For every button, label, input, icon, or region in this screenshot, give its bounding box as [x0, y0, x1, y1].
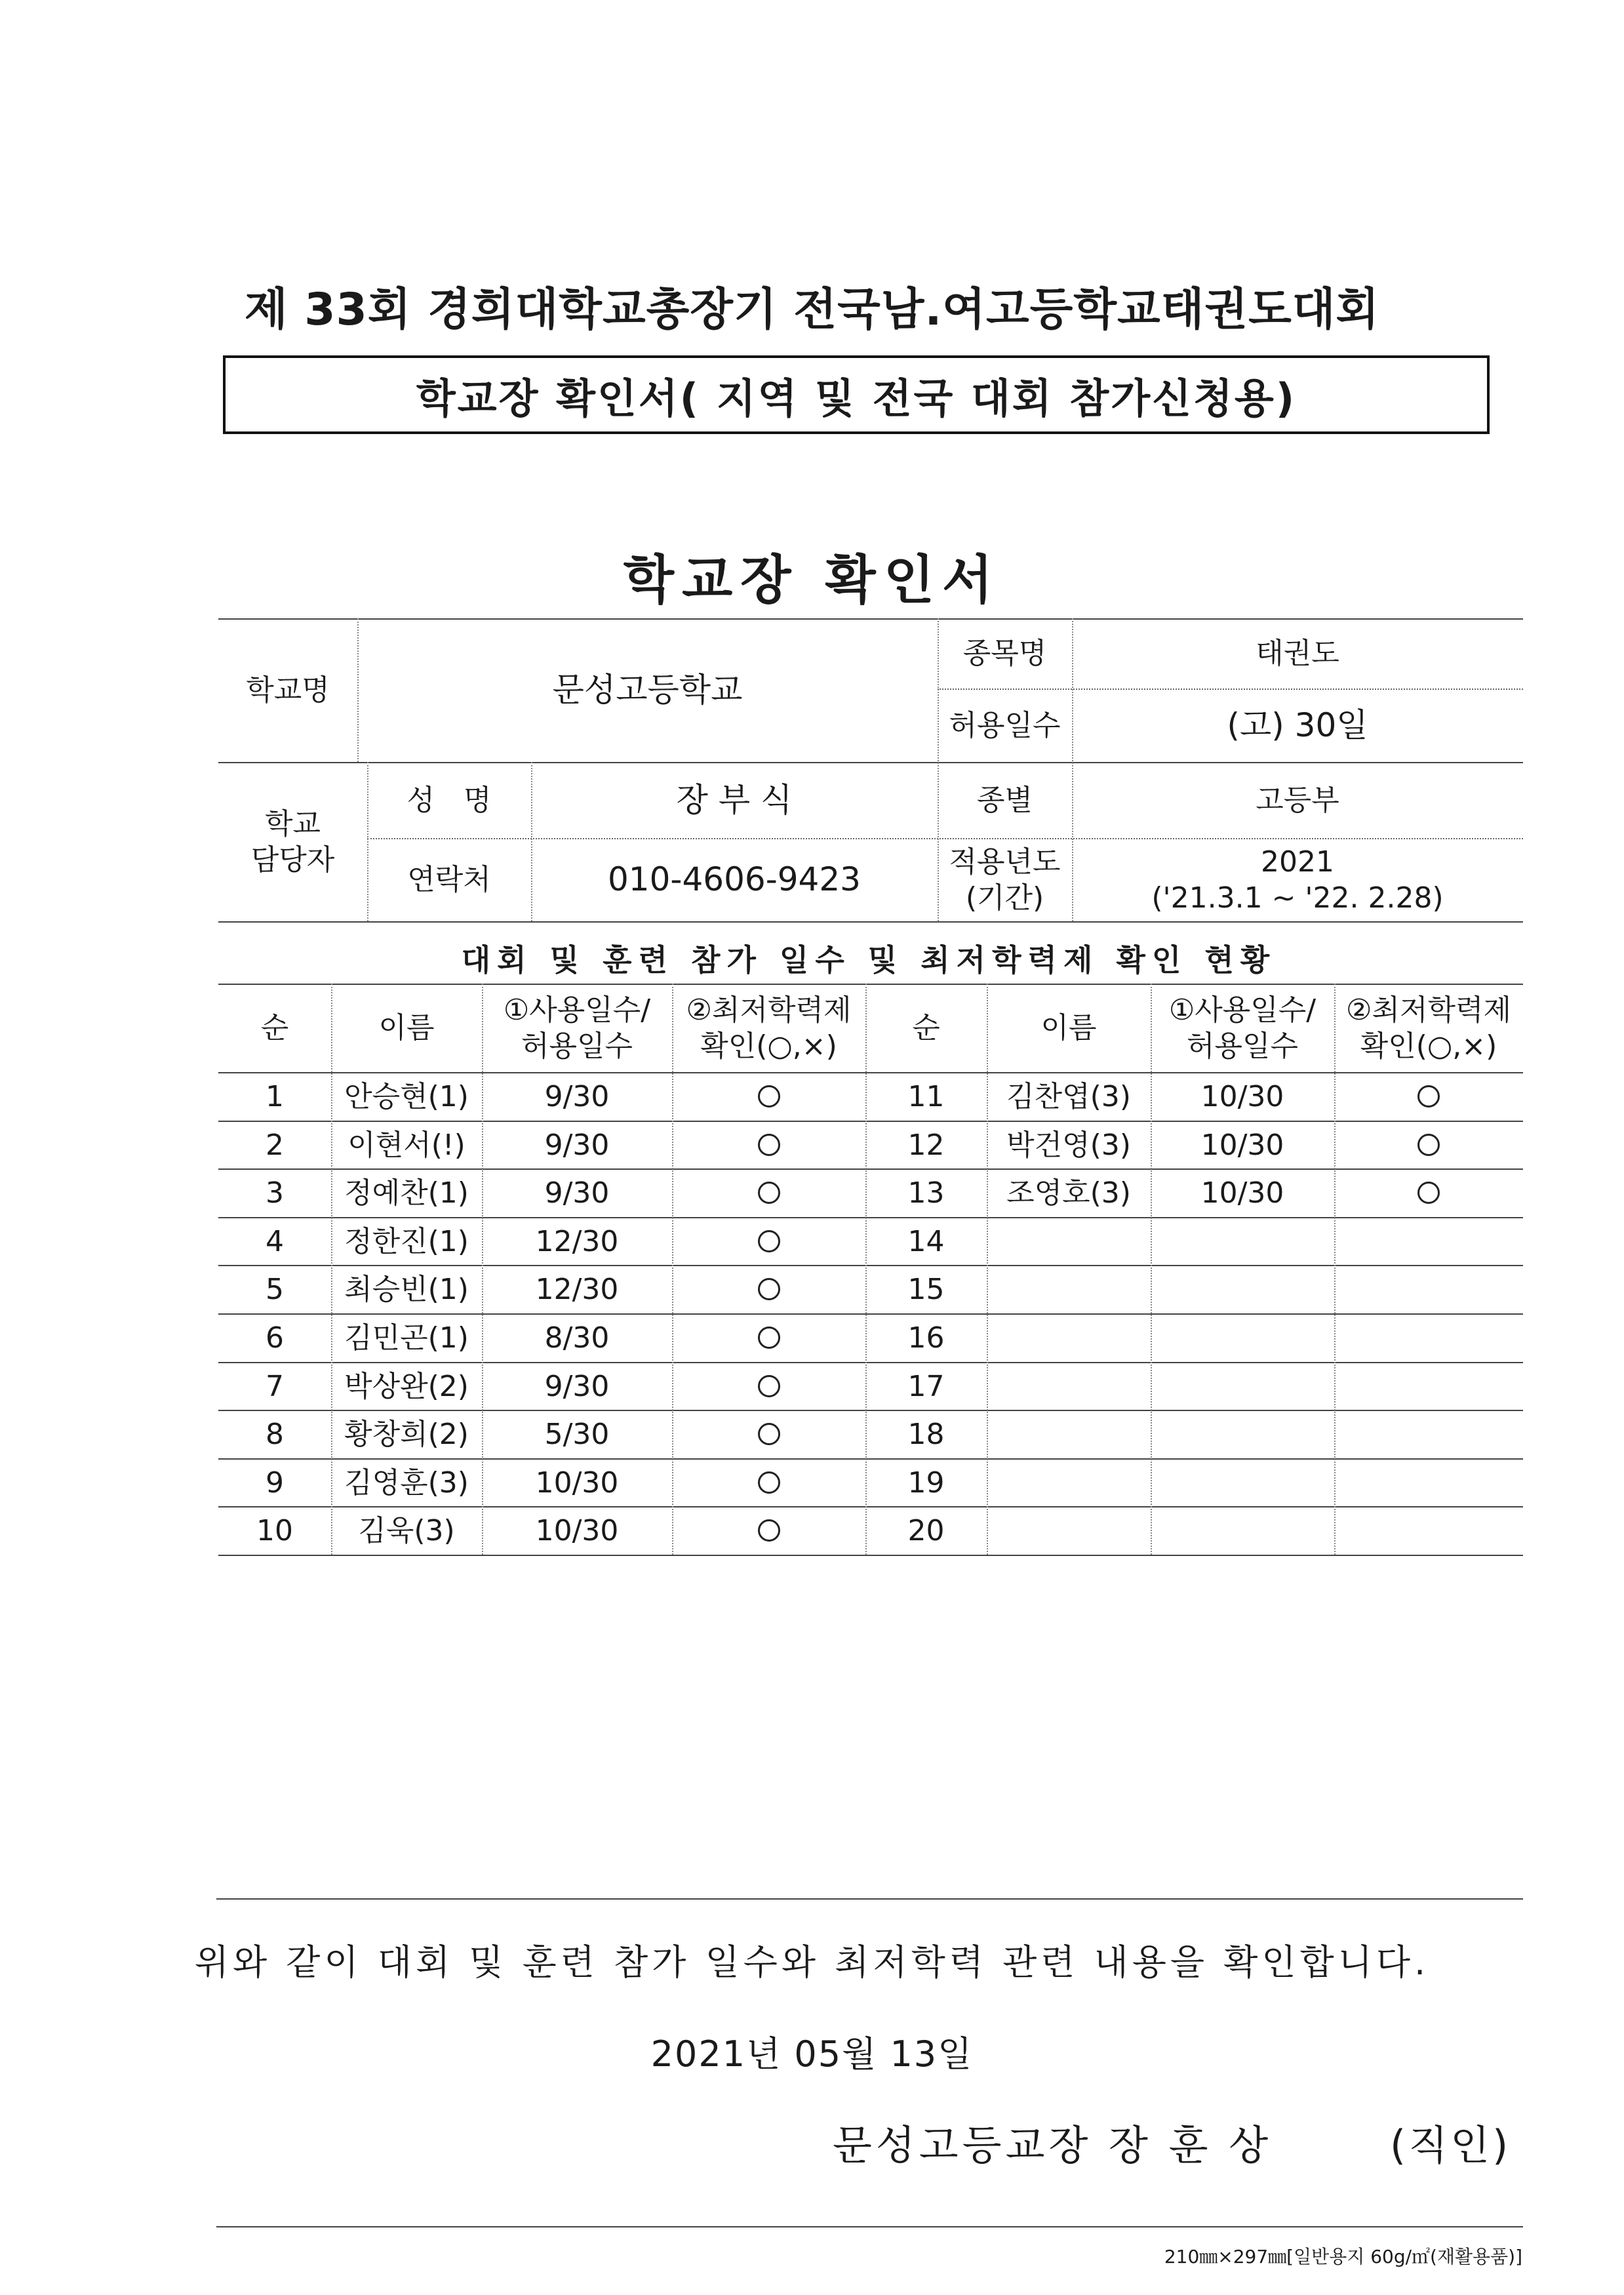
- circle-mark-icon: [758, 1278, 780, 1300]
- row-number: 13: [907, 1176, 945, 1210]
- used-days: [1151, 1217, 1334, 1266]
- used-days: 5/30: [544, 1417, 610, 1451]
- academic-check: [672, 1313, 865, 1362]
- table-rule: [218, 1555, 1523, 1556]
- student-name: 최승빈(1): [344, 1272, 469, 1306]
- used-days: 12/30: [535, 1224, 619, 1258]
- row-number: 5: [266, 1272, 284, 1306]
- student-name: 정예찬(1): [344, 1176, 469, 1210]
- circle-mark-icon: [758, 1327, 780, 1349]
- circle-mark-icon: [758, 1134, 780, 1156]
- student-name: 김민곤(1): [344, 1321, 469, 1355]
- student-name: [987, 1313, 1151, 1362]
- staff-name: 장 부 식: [676, 780, 793, 819]
- academic-check: [672, 1410, 865, 1458]
- row-number: 1: [266, 1079, 284, 1113]
- confirmation-statement: 위와 같이 대회 및 훈련 참가 일수와 최저학력 관련 내용을 확인합니다.: [194, 1942, 1430, 1983]
- used-days: 9/30: [544, 1079, 610, 1113]
- paper-spec-footnote: 210㎜×297㎜[일반용지 60g/㎡(재활용품)]: [1164, 2246, 1522, 2267]
- circle-mark-icon: [758, 1423, 780, 1445]
- academic-check: [672, 1121, 865, 1169]
- student-name: [987, 1506, 1151, 1555]
- student-name: 이현서(!): [347, 1128, 465, 1162]
- academic-check: [672, 1506, 865, 1555]
- confirm-top-rule: [216, 1898, 1523, 1900]
- student-name: 안승현(1): [344, 1079, 469, 1113]
- allowed-days-value: (고) 30일: [1227, 706, 1368, 744]
- row-number: 9: [266, 1466, 284, 1500]
- used-days: 9/30: [544, 1176, 610, 1210]
- academic-check: [672, 1072, 865, 1121]
- academic-check: [1334, 1313, 1523, 1362]
- row-number: 4: [266, 1224, 284, 1258]
- division-value: 고등부: [1256, 783, 1339, 817]
- sport-label: 종목명: [962, 637, 1047, 670]
- used-days: [1151, 1362, 1334, 1410]
- column-header-no: 순: [912, 1011, 940, 1045]
- column-header-check: ②최저학력제 확인(○,×): [1346, 993, 1511, 1063]
- section-title: 대회 및 훈련 참가 일수 및 최저학력제 확인 현황: [461, 942, 1277, 978]
- student-name: 박상완(2): [344, 1369, 469, 1403]
- row-number: 19: [907, 1466, 945, 1500]
- circle-mark-icon: [758, 1230, 780, 1252]
- column-header-days: ①사용일수/ 허용일수: [1168, 993, 1317, 1063]
- student-name: 김욱(3): [358, 1513, 455, 1547]
- row-number: 15: [907, 1272, 945, 1306]
- column-header-days: ①사용일수/ 허용일수: [503, 993, 651, 1063]
- used-days: [1151, 1265, 1334, 1313]
- row-number: 16: [907, 1321, 945, 1355]
- academic-check: [672, 1362, 865, 1410]
- used-days: 10/30: [535, 1513, 619, 1547]
- student-name: [987, 1410, 1151, 1458]
- used-days: [1151, 1458, 1334, 1507]
- row-number: 18: [907, 1417, 945, 1451]
- document-title: 학교장 확인서: [623, 549, 1001, 610]
- allowed-days-label: 허용일수: [949, 708, 1061, 742]
- row-number: 12: [907, 1128, 945, 1162]
- circle-mark-icon: [1417, 1182, 1440, 1204]
- sport-value: 태권도: [1256, 637, 1339, 670]
- school-label: 학교명: [246, 673, 330, 707]
- row-number: 6: [266, 1321, 284, 1355]
- academic-check: [672, 1217, 865, 1266]
- school-name: 문성고등학교: [552, 671, 743, 709]
- row-number: 14: [907, 1224, 945, 1258]
- contact-label: 연락처: [407, 863, 491, 896]
- staff-label: 학교 담당자: [250, 807, 335, 877]
- used-days: 8/30: [544, 1321, 610, 1355]
- used-days: 12/30: [535, 1272, 619, 1306]
- academic-check: [1334, 1217, 1523, 1266]
- used-days: 10/30: [1200, 1128, 1284, 1162]
- academic-check: [1334, 1458, 1523, 1507]
- student-name: 박건영(3): [1006, 1128, 1131, 1162]
- student-name: [987, 1217, 1151, 1266]
- used-days: 9/30: [544, 1128, 610, 1162]
- year-value: 2021 ('21.3.1 ~ '22. 2.28): [1151, 845, 1444, 915]
- student-name: 김찬엽(3): [1006, 1079, 1131, 1113]
- row-number: 10: [256, 1513, 293, 1547]
- used-days: 10/30: [1200, 1079, 1284, 1113]
- circle-mark-icon: [758, 1471, 780, 1494]
- name-label: 성 명: [406, 783, 492, 817]
- academic-check: [672, 1168, 865, 1217]
- used-days: 10/30: [535, 1466, 619, 1500]
- used-days: [1151, 1410, 1334, 1458]
- division-label: 종별: [976, 783, 1033, 817]
- student-name: 정한진(1): [344, 1224, 469, 1258]
- circle-mark-icon: [758, 1182, 780, 1204]
- academic-check: [1334, 1072, 1523, 1121]
- event-title: 제 33회 경희대학교총장기 전국남.여고등학교태권도대회: [244, 284, 1380, 336]
- year-label: 적용년도 (기간): [949, 845, 1061, 915]
- academic-check: [1334, 1362, 1523, 1410]
- column-header-name: 이름: [378, 1011, 435, 1045]
- student-name: 조영호(3): [1006, 1176, 1131, 1210]
- contact-value: 010-4606-9423: [607, 860, 861, 899]
- student-name: [987, 1362, 1151, 1410]
- principal-signature: 문성고등교장 장 훈 상: [833, 2121, 1273, 2169]
- official-seal-label: (직인): [1390, 2121, 1511, 2169]
- footer-rule: [216, 2226, 1523, 2227]
- row-number: 17: [907, 1369, 945, 1403]
- academic-check: [1334, 1410, 1523, 1458]
- row-number: 20: [907, 1513, 945, 1547]
- used-days: 10/30: [1200, 1176, 1284, 1210]
- info-bottom-rule: [218, 921, 1523, 923]
- row-number: 3: [266, 1176, 284, 1210]
- form-subtitle: 학교장 확인서( 지역 및 전국 대회 참가신청용): [223, 355, 1490, 434]
- academic-check: [1334, 1121, 1523, 1169]
- column-header-check: ②최저학력제 확인(○,×): [686, 993, 852, 1063]
- circle-mark-icon: [758, 1085, 780, 1108]
- student-name: 김영훈(3): [344, 1466, 469, 1500]
- used-days: [1151, 1313, 1334, 1362]
- row-number: 2: [266, 1128, 284, 1162]
- column-header-name: 이름: [1040, 1011, 1097, 1045]
- circle-mark-icon: [1417, 1134, 1440, 1156]
- academic-check: [1334, 1265, 1523, 1313]
- circle-mark-icon: [758, 1375, 780, 1397]
- academic-check: [672, 1265, 865, 1313]
- circle-mark-icon: [1417, 1085, 1440, 1108]
- academic-check: [672, 1458, 865, 1507]
- student-name: 황창희(2): [344, 1417, 469, 1451]
- row-number: 11: [907, 1079, 945, 1113]
- row-number: 8: [266, 1417, 284, 1451]
- student-name: [987, 1265, 1151, 1313]
- used-days: 9/30: [544, 1369, 610, 1403]
- academic-check: [1334, 1168, 1523, 1217]
- used-days: [1151, 1506, 1334, 1555]
- academic-check: [1334, 1506, 1523, 1555]
- column-header-no: 순: [260, 1011, 289, 1045]
- issue-date: 2021년 05월 13일: [650, 2033, 974, 2075]
- row-number: 7: [266, 1369, 284, 1403]
- student-name: [987, 1458, 1151, 1507]
- circle-mark-icon: [758, 1519, 780, 1542]
